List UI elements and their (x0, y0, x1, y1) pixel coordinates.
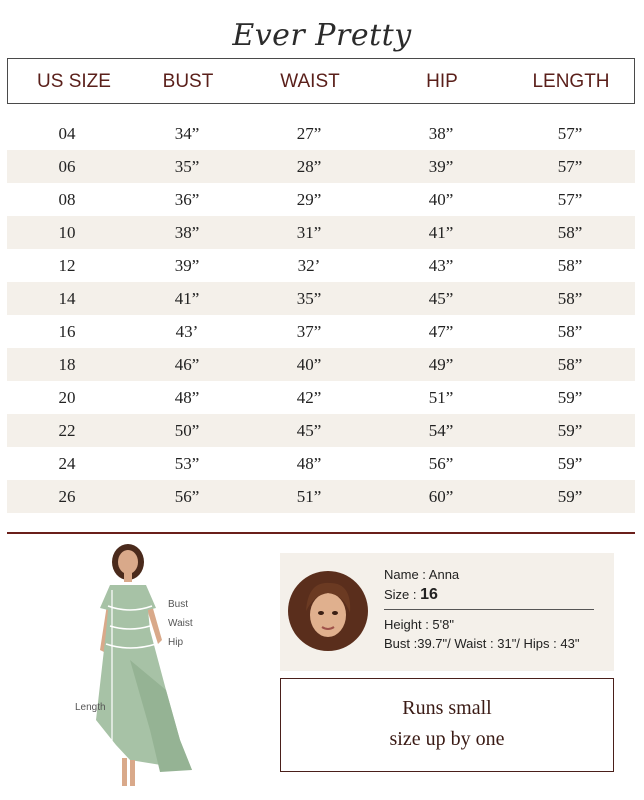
cell-waist: 29” (296, 190, 322, 209)
cell-bust: 39” (174, 256, 200, 275)
cell-size: 04 (58, 124, 76, 143)
cell-length: 58” (557, 322, 583, 341)
cell-size: 22 (58, 421, 76, 440)
cell-bust: 43’ (175, 322, 199, 341)
model-measurements: Bust :39.7"/ Waist : 31"/ Hips : 43" (384, 636, 580, 651)
cell-length: 57” (557, 190, 583, 209)
table-row (7, 183, 635, 216)
cell-waist: 48” (296, 454, 322, 473)
model-height: Height : 5'8" (384, 617, 454, 632)
cell-waist: 28” (296, 157, 322, 176)
table-row (7, 348, 635, 381)
brand-logo: Ever Pretty (232, 18, 412, 53)
table-row (7, 381, 635, 414)
cell-length: 58” (557, 355, 583, 374)
cell-hip: 56” (428, 454, 454, 473)
table-row (7, 150, 635, 183)
cell-hip: 40” (428, 190, 454, 209)
section-divider (7, 532, 635, 534)
cell-size: 20 (58, 388, 76, 407)
model-portrait-icon (288, 571, 368, 651)
cell-waist: 45” (296, 421, 322, 440)
fit-note-line-1: Runs small (402, 697, 492, 719)
column-header-bust: BUST (162, 71, 214, 92)
cell-hip: 43” (428, 256, 454, 275)
column-header-us-size: US SIZE (37, 71, 111, 92)
cell-waist: 35” (296, 289, 322, 308)
cell-hip: 47” (428, 322, 454, 341)
model-info-separator (384, 609, 594, 610)
cell-hip: 39” (428, 157, 454, 176)
waist-label: Waist (168, 618, 193, 629)
cell-waist: 51” (296, 487, 322, 506)
table-row (7, 216, 635, 249)
cell-size: 16 (58, 322, 76, 341)
cell-size: 26 (58, 487, 76, 506)
cell-size: 14 (58, 289, 76, 308)
column-header-waist: WAIST (280, 71, 340, 92)
table-row (7, 414, 635, 447)
cell-waist: 31” (296, 223, 322, 242)
cell-length: 58” (557, 223, 583, 242)
fit-note-line-2: size up by one (389, 728, 505, 750)
size-table-body (7, 117, 635, 513)
cell-length: 59” (557, 487, 583, 506)
cell-length: 59” (557, 388, 583, 407)
cell-bust: 56” (174, 487, 200, 506)
cell-bust: 50” (174, 421, 200, 440)
cell-bust: 41” (174, 289, 200, 308)
table-row (7, 480, 635, 513)
hip-label: Hip (168, 637, 184, 648)
length-label: Length (75, 702, 106, 713)
cell-length: 58” (557, 256, 583, 275)
cell-size: 24 (58, 454, 76, 473)
cell-hip: 54” (428, 421, 454, 440)
model-name: Name : Anna (384, 567, 460, 582)
column-header-hip: HIP (426, 71, 458, 92)
table-row (7, 117, 635, 150)
cell-bust: 53” (174, 454, 200, 473)
cell-size: 18 (58, 355, 76, 374)
cell-hip: 41” (428, 223, 454, 242)
cell-hip: 60” (428, 487, 454, 506)
cell-bust: 36” (174, 190, 200, 209)
cell-length: 57” (557, 124, 583, 143)
cell-length: 59” (557, 454, 583, 473)
table-row (7, 447, 635, 480)
fit-note-box (280, 678, 614, 772)
cell-size: 12 (58, 256, 76, 275)
cell-length: 58” (557, 289, 583, 308)
model-info-card (280, 553, 614, 671)
size-table-header (7, 58, 635, 104)
table-row (7, 315, 635, 348)
cell-waist: 27” (296, 124, 322, 143)
cell-size: 06 (58, 157, 76, 176)
cell-size: 10 (58, 223, 76, 242)
cell-waist: 37” (296, 322, 322, 341)
model-size (384, 586, 438, 604)
model-size-label: Size : (384, 587, 417, 602)
cell-bust: 34” (174, 124, 200, 143)
cell-waist: 40” (296, 355, 322, 374)
table-row (7, 282, 635, 315)
bust-label: Bust (168, 599, 189, 610)
cell-bust: 48” (174, 388, 200, 407)
cell-hip: 51” (428, 388, 454, 407)
cell-bust: 38” (174, 223, 200, 242)
cell-waist: 42” (296, 388, 322, 407)
cell-hip: 49” (428, 355, 454, 374)
cell-hip: 45” (428, 289, 454, 308)
cell-length: 57” (557, 157, 583, 176)
cell-size: 08 (58, 190, 76, 209)
cell-hip: 38” (428, 124, 454, 143)
dress-figure-icon (70, 540, 220, 795)
model-avatar (288, 571, 368, 651)
model-figure (70, 540, 220, 795)
cell-bust: 35” (174, 157, 200, 176)
cell-length: 59” (557, 421, 583, 440)
cell-waist: 32’ (297, 256, 321, 275)
table-row (7, 249, 635, 282)
model-size-value: 16 (420, 586, 438, 603)
cell-bust: 46” (174, 355, 200, 374)
column-header-length: LENGTH (532, 71, 610, 92)
